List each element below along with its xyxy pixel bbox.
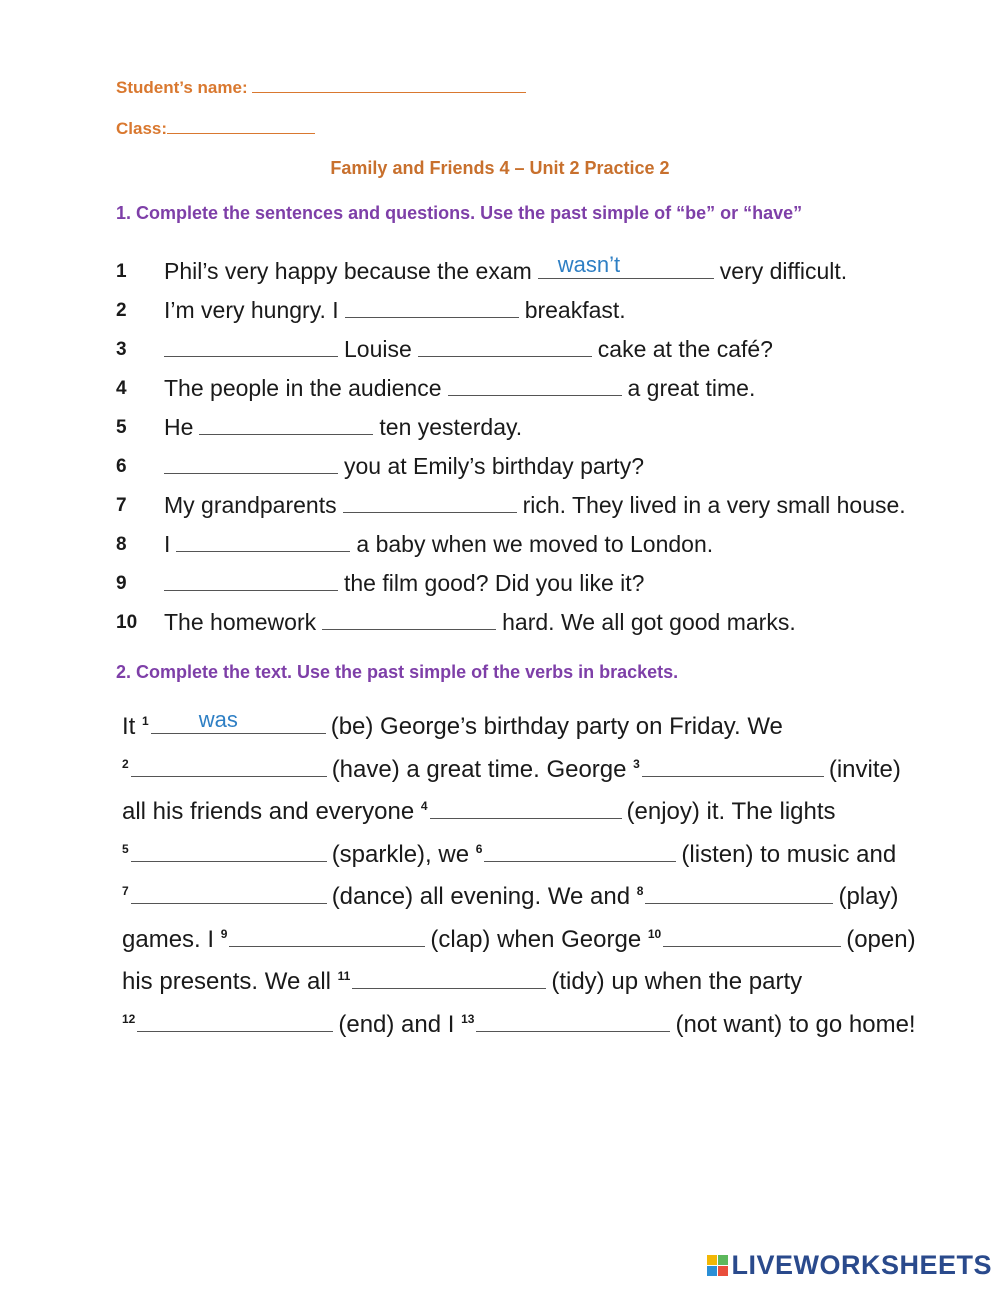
text-fragment: (invite) (828, 755, 901, 783)
item-number: 4 (116, 378, 127, 399)
item-text: The people in the audience (164, 375, 442, 401)
gap-number: 7 (122, 884, 129, 898)
text-line (122, 918, 992, 961)
text-fragment: (be) George’s birthday party on Friday. We (330, 713, 783, 740)
logo-grid-icon (707, 1255, 728, 1276)
gap-input-4[interactable] (430, 790, 622, 819)
answer-text: wasn’t (557, 252, 621, 277)
ex1-item-1 (116, 252, 996, 291)
ex1-item-7 (116, 486, 996, 525)
gap-number: 11 (337, 969, 351, 983)
logo-text: LIVEWORKSHEETS (731, 1250, 992, 1280)
answer-input-9[interactable] (164, 564, 338, 591)
ex1-item-8 (116, 525, 996, 564)
liveworksheets-logo (707, 1250, 992, 1281)
text-fragment: (sparkle), we (331, 840, 470, 868)
item-number: 7 (116, 495, 127, 516)
gap-number: 3 (633, 756, 640, 771)
gap-number: 4 (420, 799, 428, 813)
text-line (122, 833, 992, 876)
text-fragment: (not want) to go home! (675, 1010, 916, 1038)
student-name-field[interactable] (252, 78, 526, 93)
item-number: 5 (116, 417, 127, 438)
item-text: breakfast. (524, 297, 626, 323)
answer-input-10[interactable] (322, 603, 496, 630)
ex1-item-5 (116, 408, 996, 447)
item-text: I (164, 531, 171, 557)
text-fragment: games. I (122, 925, 215, 953)
item-number: 1 (116, 261, 127, 282)
exercise1-list (116, 252, 996, 642)
gap-number: 12 (122, 1011, 136, 1026)
item-text: Phil’s very happy because the exam (164, 258, 532, 284)
gap-number: 9 (220, 926, 228, 941)
class-field[interactable] (167, 119, 315, 134)
ex1-item-3 (116, 330, 996, 369)
gap-input-8[interactable] (645, 875, 833, 904)
answer-input-2[interactable] (345, 291, 519, 318)
answer-text: was (198, 707, 238, 732)
gap-input-12[interactable] (137, 1003, 333, 1032)
item-text: a great time. (627, 375, 756, 401)
gap-input-9[interactable] (229, 918, 425, 947)
page-title: Family and Friends 4 – Unit 2 Practice 2 (330, 158, 670, 178)
class-label: Class: (116, 119, 168, 138)
exercise2-instruction: 2. Complete the text. Use the past simple of the verbs in brackets. (116, 662, 679, 682)
answer-input-1[interactable] (538, 252, 714, 279)
text-line (122, 1003, 992, 1046)
answer-input-8[interactable] (176, 525, 350, 552)
text-fragment: (play) (838, 883, 899, 910)
item-text: ten yesterday. (379, 414, 523, 440)
item-number: 6 (116, 456, 127, 477)
text-fragment: (tidy) up when the party (551, 968, 803, 995)
text-fragment: his presents. We all (122, 968, 331, 995)
text-fragment: (end) and I (338, 1010, 455, 1038)
gap-input-7[interactable] (131, 875, 327, 904)
gap-input-3[interactable] (642, 748, 824, 777)
gap-number: 13 (461, 1011, 475, 1026)
student-name-label: Student’s name: (116, 78, 248, 97)
item-text: the film good? Did you like it? (344, 570, 645, 596)
text-fragment: (have) a great time. George (331, 755, 627, 783)
gap-input-1[interactable] (151, 705, 326, 734)
class-row (116, 119, 315, 139)
gap-input-10[interactable] (663, 918, 841, 947)
text-fragment: (clap) when George (430, 925, 642, 953)
text-line (122, 790, 992, 833)
text-line (122, 960, 992, 1003)
item-text: My grandparents (164, 492, 337, 518)
gap-input-6[interactable] (484, 833, 676, 862)
answer-input-7[interactable] (343, 486, 517, 513)
gap-number: 6 (475, 841, 483, 856)
item-number: 10 (116, 612, 138, 633)
item-text: you at Emily’s birthday party? (344, 453, 644, 479)
text-fragment: It (122, 713, 136, 740)
item-number: 2 (116, 300, 127, 321)
text-fragment: (listen) to music and (681, 840, 897, 868)
gap-input-13[interactable] (476, 1003, 670, 1032)
ex1-item-10 (116, 603, 996, 642)
item-text: He (164, 414, 194, 440)
ex1-item-9 (116, 564, 996, 603)
gap-input-2[interactable] (131, 748, 327, 777)
item-text: hard. We all got good marks. (502, 609, 796, 635)
item-text: a baby when we moved to London. (356, 531, 714, 557)
answer-input-5[interactable] (199, 408, 373, 435)
text-fragment: (dance) all evening. We and (331, 883, 631, 910)
gap-number: 2 (122, 756, 129, 771)
item-text: rich. They lived in a very small house. (522, 492, 906, 518)
ex1-item-2 (116, 291, 996, 330)
ex1-item-6 (116, 447, 996, 486)
item-number: 3 (116, 339, 127, 360)
gap-number: 1 (142, 714, 149, 728)
item-text: The homework (164, 609, 317, 635)
exercise1-instruction: 1. Complete the sentences and questions. Use the past simple of “be” or “have” (116, 203, 803, 223)
item-text: Louise (344, 336, 412, 362)
item-text: cake at the café? (597, 336, 773, 362)
answer-input-6[interactable] (164, 447, 338, 474)
gap-number: 8 (636, 884, 644, 898)
text-line (122, 705, 992, 748)
item-number: 8 (116, 534, 127, 555)
item-text: very difficult. (719, 258, 848, 284)
item-number: 9 (116, 573, 127, 594)
answer-input-4[interactable] (448, 369, 622, 396)
gap-input-5[interactable] (131, 833, 327, 862)
text-line (122, 748, 992, 791)
ex1-item-4 (116, 369, 996, 408)
text-line (122, 875, 992, 918)
gap-number: 10 (647, 926, 662, 941)
gap-input-11[interactable] (352, 960, 546, 989)
gap-number: 5 (122, 841, 129, 856)
text-fragment: all his friends and everyone (122, 798, 415, 825)
student-name-row (116, 78, 526, 98)
answer-input-3b[interactable] (418, 330, 592, 357)
text-fragment: (open) (846, 925, 916, 953)
exercise2-text (122, 705, 992, 1045)
text-fragment: (enjoy) it. The lights (626, 798, 836, 825)
item-text: I’m very hungry. I (164, 297, 339, 323)
answer-input-3a[interactable] (164, 330, 338, 357)
